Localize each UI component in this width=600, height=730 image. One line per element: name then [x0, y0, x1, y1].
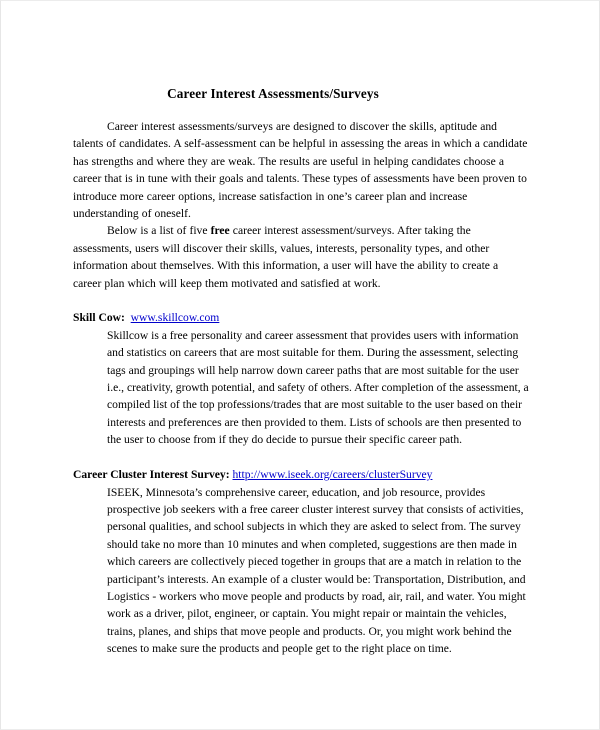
link-skillcow[interactable]: www.skillcow.com — [130, 311, 220, 325]
section-heading-skill-cow — [73, 309, 529, 326]
document-body — [73, 85, 529, 658]
section-spacer-1 — [73, 292, 529, 309]
intro-paragraph-1: Career interest assessments/surveys are designed to discover the skills, aptitude and talents of candidates. A self-assessment can be helpful in assessing the areas in which a candidate has strengths and where they are weak. The results are useful in helping candidates choose a career that is in tune with their goals and talents. These types of assessments have been proven to introduce more career options, increase satisfaction in one’s career plan and increase understanding of oneself. — [73, 120, 528, 221]
link-iseek-cluster-survey[interactable]: http://www.iseek.org/careers/clusterSurvey — [232, 468, 433, 482]
section-heading-career-cluster — [73, 466, 529, 483]
section-label-career-cluster: Career Cluster Interest Survey: — [73, 468, 230, 482]
section-body-skill-cow: Skillcow is a free personality and career assessment that provides users with information and statistics on careers that are most suitable for them. During the assessment, selecting tags and groupings will help narrow down career paths that are most suitable for the user i.e., creativity, growth potential, and safety of others. After completion of the assessment, a compiled list of the top professions/trades that are most suitable to the user based on their interests and preferences are then provided to them. Lists of schools are then presented to the user to choose from if they do decide to pursue their specific career path. — [107, 328, 529, 447]
section-body-career-cluster: ISEEK, Minnesota’s comprehensive career, education, and job resource, provides prospective job seekers with a free career cluster interest survey that consists of activities, personal qualities, and school subjects in which they are asked to select from. The survey should take no more than 10 minutes and when completed, suggestions are then made in which careers are collectively pieced together in groups that are a match in relation to the participant’s interests. An example of a cluster would be: Transportation, Distribution, and Logistics - workers who move people and products by road, air, rail, and water. You might work as a driver, pilot, engineer, or captain. You might repair or maintain the vehicles, trains, planes, and ships that move people and products. Or, you might work behind the scenes to make sure the products and people get to the right place on time. — [107, 485, 526, 656]
paragraph-text-before-emphasis: Below is a list of five — [107, 224, 211, 238]
section-label-skill-cow: Skill Cow: — [73, 311, 125, 325]
section-spacer-2 — [73, 449, 529, 466]
emphasis-free: free — [210, 224, 230, 238]
page-title: Career Interest Assessments/Surveys — [167, 86, 379, 101]
paragraph-text-after-emphasis: career interest assessment/surveys. After taking the assessments, users will discover their skills, values, interests, personality types, and other information about themselves. With this information, a user will have the ability to create a career plan which will keep them motivated and satisfied at work. — [73, 224, 499, 290]
intro-paragraph-2 — [73, 222, 529, 292]
